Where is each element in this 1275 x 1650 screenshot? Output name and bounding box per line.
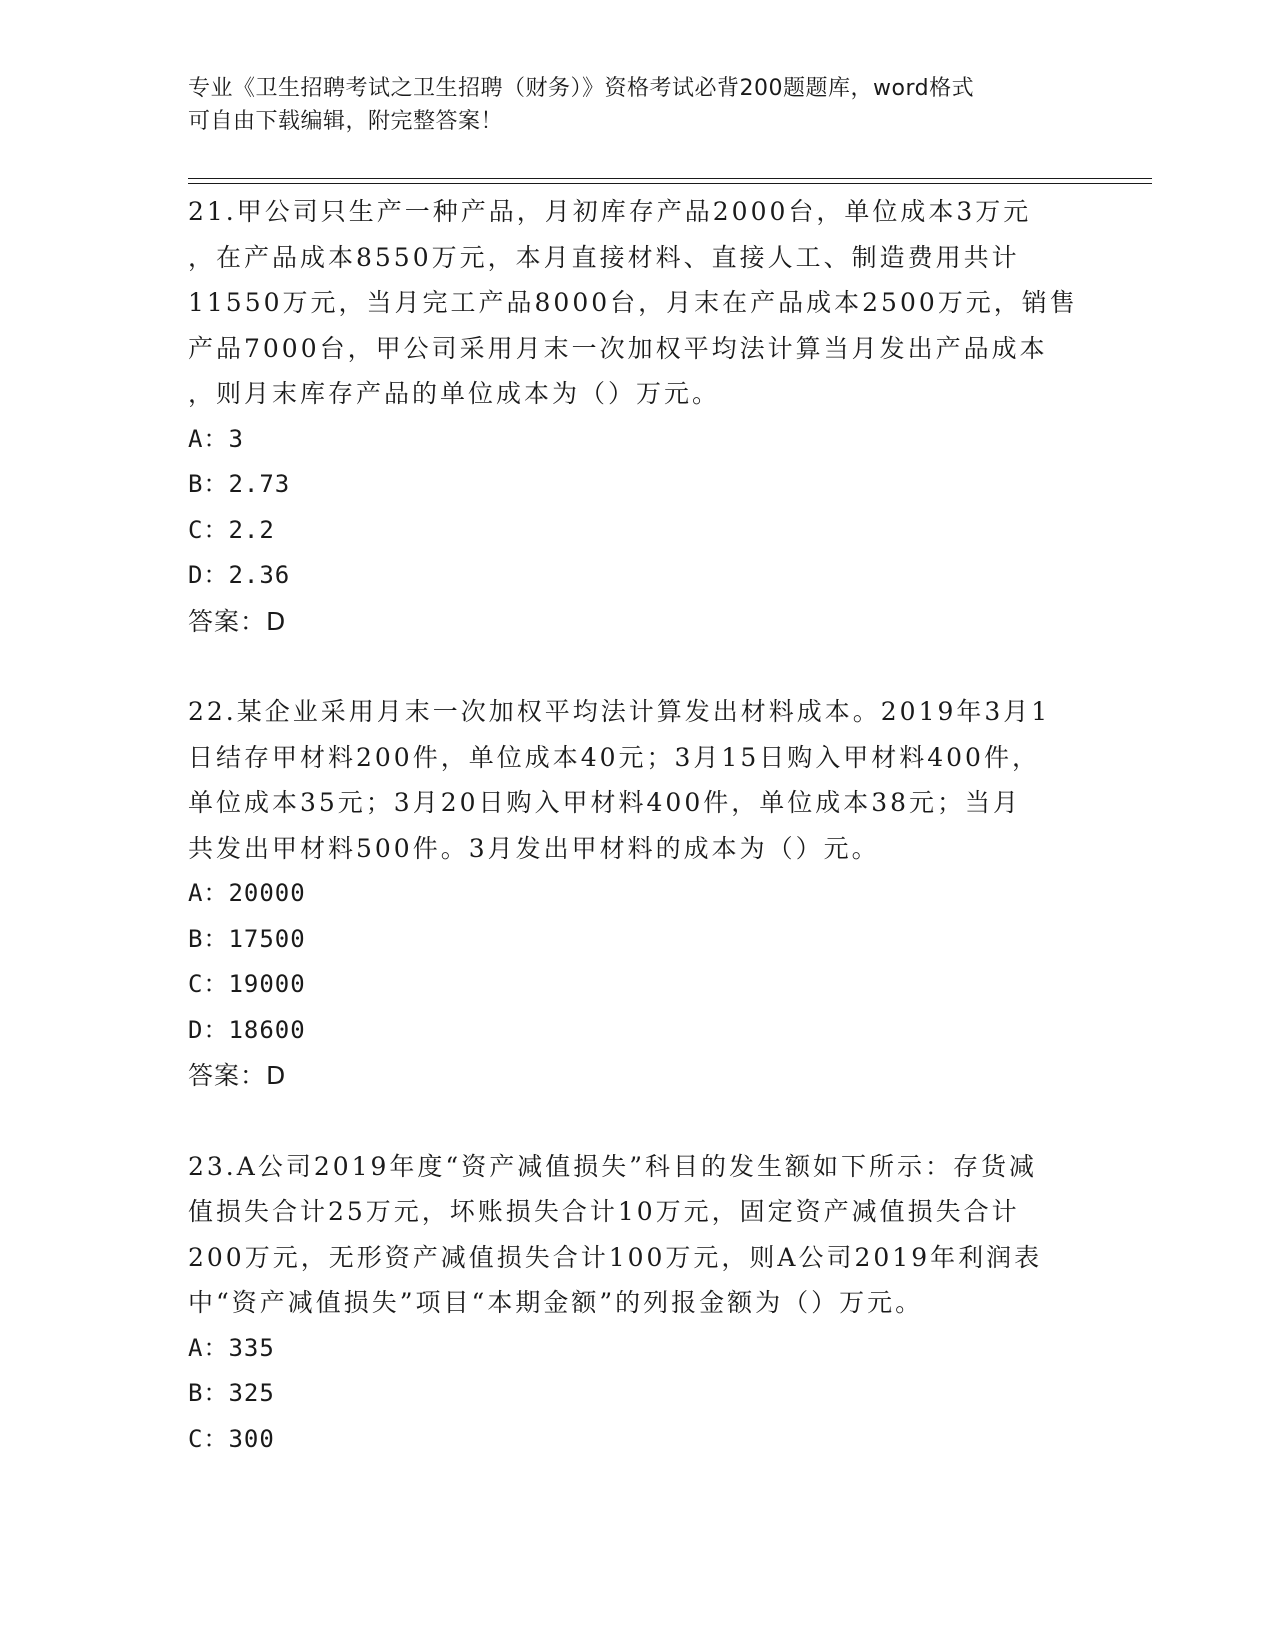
option-b: B：17500 [188, 924, 306, 953]
question-text-line: 共发出甲材料500件。3月发出甲材料的成本为（）元。 [188, 833, 880, 863]
question-spacer [188, 1099, 1088, 1144]
question-text-line: 23.A公司2019年度“资产减值损失”科目的发生额如下所示：存货减 [188, 1151, 1037, 1181]
question-text-line: 200万元，无形资产减值损失合计100万元，则A公司2019年利润表 [188, 1242, 1043, 1272]
header-divider-top [188, 178, 1152, 179]
question-text-line: ，在产品成本8550万元，本月直接材料、直接人工、制造费用共计 [188, 242, 1020, 272]
question-text-line: ，则月末库存产品的单位成本为（）万元。 [188, 379, 721, 408]
question-text-line: 21.甲公司只生产一种产品，月初库存产品2000台，单位成本3万元 [188, 197, 1032, 226]
header-line-1: 专业《卫生招聘考试之卫生招聘（财务）》资格考试必背200题题库，word格式 [188, 76, 975, 101]
question-text-line: 日结存甲材料200件，单位成本40元；3月15日购入甲材料400件， [188, 742, 1040, 772]
question-text-line: 产品7000台，甲公司采用月末一次加权平均法计算当月发出产品成本 [188, 333, 1048, 363]
answer-label: 答案：D [188, 606, 287, 636]
option-c: C：2.2 [188, 515, 275, 544]
option-d: D：2.36 [188, 561, 291, 589]
question-22 [188, 689, 1088, 1099]
option-c: C：300 [188, 1424, 275, 1453]
question-21 [188, 189, 1088, 644]
question-text-line: 中“资产减值损失”项目“本期金额”的列报金额为（）万元。 [188, 1288, 924, 1317]
question-spacer [188, 644, 1088, 689]
question-list [188, 189, 1088, 1462]
question-text-line: 22.某企业采用月末一次加权平均法计算发出材料成本。2019年3月1 [188, 697, 1051, 726]
header-divider-bottom [188, 183, 1152, 184]
document-header [188, 72, 1068, 138]
option-b: B：2.73 [188, 470, 291, 498]
option-c: C：19000 [188, 970, 306, 998]
question-text-line: 11550万元，当月完工产品8000台，月末在产品成本2500万元，销售 [188, 288, 1078, 317]
question-23 [188, 1144, 1088, 1463]
question-text-line: 值损失合计25万元，坏账损失合计10万元，固定资产减值损失合计 [188, 1197, 1020, 1226]
option-a: A：3 [188, 424, 244, 453]
question-text-line: 单位成本35元；3月20日购入甲材料400件，单位成本38元；当月 [188, 788, 1022, 817]
option-b: B：325 [188, 1379, 275, 1407]
option-a: A：335 [188, 1333, 275, 1362]
header-line-2: 可自由下载编辑，附完整答案！ [188, 109, 504, 134]
option-d: D：18600 [188, 1015, 306, 1044]
answer-label: 答案：D [188, 1061, 287, 1090]
option-a: A：20000 [188, 879, 306, 907]
